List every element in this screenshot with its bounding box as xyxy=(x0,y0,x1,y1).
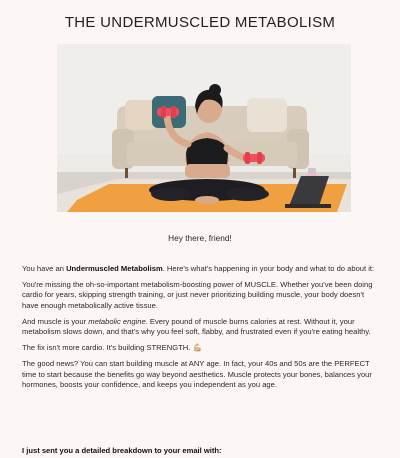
fix-paragraph: The fix isn't more cardio. It's building STRENGTH. 💪🏼 xyxy=(22,343,202,353)
result-body xyxy=(22,264,380,396)
metabolism-type: Undermuscled Metabolism xyxy=(66,264,163,273)
engine-paragraph: And muscle is your metabolic engine. Every pound of muscle burns calories at rest. Without it, your metabolism slows down, and that's why you feel soft, flabby, and frustrated even if you're eating healthy. xyxy=(22,316,371,337)
hero-image xyxy=(57,44,351,212)
page-title: THE UNDERMUSCLED METABOLISM xyxy=(64,14,336,31)
hero-illustration xyxy=(57,44,351,212)
flexed-bicep-icon: 💪🏼 xyxy=(192,343,202,353)
good-news-paragraph: The good news? You can start building muscle at ANY age. In fact, your 40s and 50s are the PERFECT time to start because the benefits go way beyond aesthetics. Muscle protects your bones, balances your hormones, boosts your confidence, and keeps you independent as you age. xyxy=(22,359,372,389)
metabolic-engine-emphasis: metabolic engine xyxy=(88,316,146,326)
email-breakdown-heading: I just sent you a detailed breakdown to your email with: xyxy=(22,446,222,455)
intro-paragraph: You have an Undermuscled Metabolism. Here's what's happening in your body and what to do about it: xyxy=(22,264,375,273)
greeting-text: Hey there, friend! xyxy=(168,233,232,243)
muscle-paragraph: You're missing the oh-so-important metabolism-boosting power of MUSCLE. Whether you've been doing cardio for years, skipping strength training, or just never prioritizing building muscle, your body doesn't have enough metabolically active tissue. xyxy=(22,280,373,310)
